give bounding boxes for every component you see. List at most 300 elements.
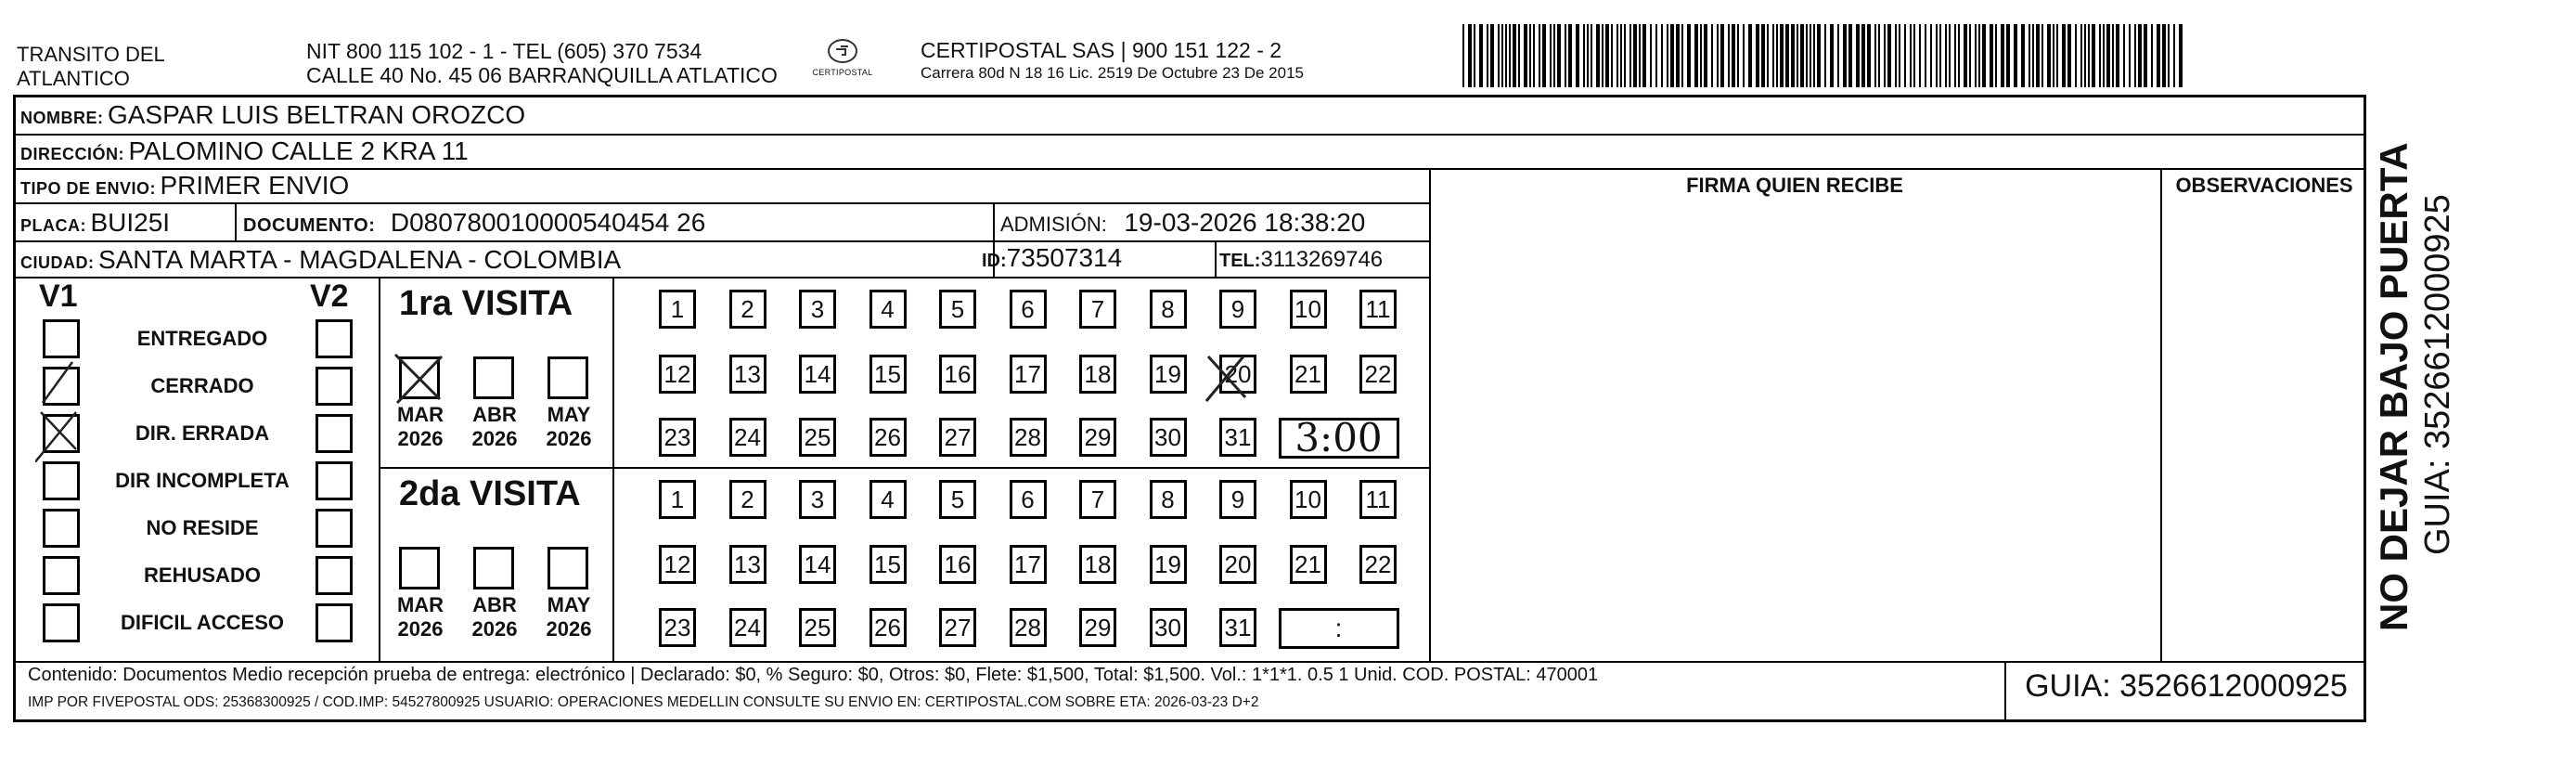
barcode-bar	[1557, 24, 1561, 87]
divider	[13, 240, 1429, 242]
visit-title: 2da VISITA	[399, 474, 581, 513]
day-box[interactable]: 18	[1079, 545, 1116, 584]
day-box[interactable]: 8	[1150, 480, 1187, 519]
barcode-bar	[1655, 24, 1657, 87]
status-option-label: DIFICIL ACCESO	[120, 611, 284, 634]
day-box[interactable]: 13	[729, 355, 766, 394]
barcode-bar	[1780, 24, 1784, 87]
month-label	[462, 593, 527, 641]
v2-checkbox[interactable]	[316, 367, 353, 406]
barcode-bar	[1720, 24, 1724, 87]
day-box[interactable]: 18	[1079, 355, 1116, 394]
barcode-bar	[1539, 24, 1540, 87]
v1-checkbox[interactable]	[43, 603, 80, 642]
documento-value: D080780010000540454 26	[390, 208, 706, 237]
barcode-bar	[2134, 24, 2136, 87]
barcode-bar	[1479, 24, 1483, 87]
company-info	[921, 37, 1304, 84]
v1-checkbox[interactable]	[43, 509, 80, 548]
logo-text: CERTIPOSTAL	[812, 68, 873, 77]
barcode-bar	[1565, 24, 1566, 87]
barcode-bar	[2179, 24, 2183, 87]
barcode-bar	[1509, 24, 1511, 87]
day-box[interactable]: 8	[1150, 290, 1187, 329]
day-box[interactable]: 9	[1219, 290, 1256, 329]
barcode-bar	[1843, 24, 1847, 87]
day-box[interactable]: 1	[659, 480, 696, 519]
divider-vertical	[2004, 661, 2006, 722]
day-box[interactable]: 19	[1150, 355, 1187, 394]
org-name	[17, 43, 165, 91]
id-label: ID:	[982, 251, 1007, 271]
barcode-bar	[1596, 24, 1600, 87]
day-box[interactable]: 19	[1150, 545, 1187, 584]
month-label	[462, 403, 527, 451]
barcode-bar	[1895, 24, 1897, 87]
divider-vertical	[379, 277, 380, 661]
observaciones-header: OBSERVACIONES	[2175, 174, 2353, 197]
documento-cell	[243, 208, 705, 238]
nombre-row	[20, 100, 525, 130]
month-name: MAR	[396, 593, 444, 616]
status-option-label: ENTREGADO	[136, 327, 268, 350]
barcode-bar	[2021, 24, 2025, 87]
day-box[interactable]: 20	[1219, 355, 1256, 394]
v2-checkbox[interactable]	[316, 603, 353, 642]
day-box[interactable]: 15	[869, 355, 907, 394]
barcode-bar	[2099, 24, 2101, 87]
barcode-bar	[2032, 24, 2034, 87]
barcode-bar	[1925, 24, 1926, 87]
barcode-bar	[1936, 24, 1938, 87]
barcode-bar	[1737, 24, 1739, 87]
barcode-bar	[2092, 24, 2095, 87]
barcode-bar	[2047, 24, 2051, 87]
ciudad-cell	[20, 245, 621, 275]
barcode-bar	[1975, 24, 1977, 87]
nombre-label: NOMBRE:	[20, 109, 104, 127]
day-box[interactable]: 11	[1359, 480, 1397, 519]
barcode-bar	[2162, 24, 2166, 87]
tel-cell	[1219, 247, 1383, 273]
barcode-bar	[2103, 24, 2105, 87]
day-box[interactable]: 14	[799, 545, 836, 584]
v2-label: V2	[310, 278, 349, 314]
day-box[interactable]: 2	[729, 290, 766, 329]
barcode-bar	[1667, 24, 1668, 87]
month-year: 2026	[546, 617, 592, 641]
barcode-bar	[2036, 24, 2040, 87]
divider-vertical	[2160, 168, 2162, 661]
barcode-bar	[1602, 24, 1604, 87]
barcode-bar	[1856, 24, 1860, 87]
month-checkbox[interactable]	[547, 547, 588, 589]
month-name: ABR	[472, 403, 517, 426]
barcode-bar	[1629, 24, 1631, 87]
day-box[interactable]: 17	[1010, 545, 1047, 584]
day-box[interactable]: 9	[1219, 480, 1256, 519]
barcode-bar	[1982, 24, 1986, 87]
barcode-bar	[1711, 24, 1713, 87]
divider	[379, 467, 1429, 469]
day-box[interactable]: 13	[729, 545, 766, 584]
barcode-bar	[1797, 24, 1798, 87]
day-box[interactable]: 26	[869, 608, 907, 647]
barcode-bar	[1670, 24, 1674, 87]
barcode-bar	[1761, 24, 1765, 87]
barcode-bar	[1694, 24, 1698, 87]
day-box[interactable]: 6	[1010, 480, 1047, 519]
barcode-bar	[1642, 24, 1646, 87]
barcode-bar	[1661, 24, 1663, 87]
month-year: 2026	[471, 617, 518, 641]
day-box[interactable]: 24	[729, 608, 766, 647]
day-box[interactable]: 25	[799, 418, 836, 457]
month-year: 2026	[471, 427, 518, 450]
barcode-bar	[1910, 24, 1912, 87]
barcode-bar	[1878, 24, 1880, 87]
barcode-bar	[2006, 24, 2010, 87]
ciudad-label: CIUDAD:	[20, 253, 95, 272]
barcode-bar	[1785, 24, 1789, 87]
barcode-bar	[1462, 24, 1464, 87]
month-checkbox[interactable]	[399, 547, 440, 589]
month-name: MAY	[547, 593, 591, 616]
barcode-bar	[1772, 24, 1774, 87]
day-box[interactable]: 27	[939, 608, 976, 647]
day-box[interactable]: 21	[1290, 355, 1327, 394]
barcode-bar	[1542, 24, 1546, 87]
day-box[interactable]: 3	[799, 290, 836, 329]
barcode-bar	[1817, 24, 1821, 87]
day-box[interactable]: 1	[659, 290, 696, 329]
certipostal-logo	[805, 37, 880, 77]
barcode-bar	[1904, 24, 1906, 87]
day-box[interactable]: 16	[939, 545, 976, 584]
barcode-bar	[2062, 24, 2066, 87]
barcode-bar	[2075, 24, 2077, 87]
barcode-bar	[1553, 24, 1555, 87]
day-box[interactable]: 5	[939, 290, 976, 329]
day-box[interactable]: 10	[1290, 480, 1327, 519]
placa-cell	[20, 208, 170, 238]
v1-checkbox[interactable]	[43, 461, 80, 500]
barcode-bar	[1529, 24, 1531, 87]
month-checkbox[interactable]	[473, 547, 514, 589]
barcode-bar	[1837, 24, 1839, 87]
status-option-label: DIR INCOMPLETA	[115, 469, 290, 492]
barcode-bar	[2144, 24, 2147, 87]
barcode-bar	[1616, 24, 1618, 87]
barcode-bar	[1700, 24, 1702, 87]
divider	[13, 661, 2366, 663]
contenido-line: Contenido: Documentos Medio recepción prueba de entrega: electrónico | Declarado: $0, % Seguro: $0, Otros: $0, Flete: $1,500, Total: $1,500. Vol.: 1*1*1. 0.5 1 Unid. COD. POSTAL: 470001	[28, 665, 1599, 685]
v2-checkbox[interactable]	[316, 509, 353, 548]
address-line: CALLE 40 No. 45 06 BARRANQUILLA ATLATICO	[306, 63, 778, 87]
v2-checkbox[interactable]	[316, 414, 353, 453]
barcode-bar	[2112, 24, 2114, 87]
barcode-bar	[1676, 24, 1680, 87]
barcode-bar	[1899, 24, 1900, 87]
barcode-bar	[1743, 24, 1745, 87]
barcode-bar	[2080, 24, 2082, 87]
barcode-bar	[1568, 24, 1572, 87]
barcode-bar	[1830, 24, 1834, 87]
tipo-envio-label: TIPO DE ENVIO:	[20, 179, 157, 198]
month-checkbox[interactable]	[399, 356, 440, 399]
barcode-bar	[1624, 24, 1626, 87]
day-box[interactable]: 22	[1359, 545, 1397, 584]
barcode-bar	[1717, 24, 1719, 87]
day-box[interactable]: 14	[799, 355, 836, 394]
status-option-label: DIR. ERRADA	[135, 421, 270, 445]
tel-label: TEL:	[1219, 251, 1261, 271]
month-checkbox[interactable]	[473, 356, 514, 399]
barcode-bar	[1487, 24, 1488, 87]
barcode-bar	[1605, 24, 1609, 87]
documento-label: DOCUMENTO:	[243, 215, 376, 236]
org-name-line1: TRANSITO DEL	[17, 43, 165, 66]
tipo-envio-value: PRIMER ENVIO	[160, 171, 350, 200]
day-box[interactable]: 28	[1010, 418, 1047, 457]
barcode-bar	[1524, 24, 1527, 87]
barcode-bar	[1518, 24, 1520, 87]
barcode-bar	[2001, 24, 2004, 87]
status-option-label: REHUSADO	[144, 563, 261, 587]
barcode-bar	[1756, 24, 1759, 87]
day-box[interactable]: 11	[1359, 290, 1397, 329]
day-box[interactable]: 7	[1079, 480, 1116, 519]
day-box[interactable]: 25	[799, 608, 836, 647]
month-label	[388, 403, 453, 451]
direccion-value: PALOMINO CALLE 2 KRA 11	[128, 136, 469, 165]
divider-vertical	[612, 277, 614, 661]
side-guia: GUIA: 3526612000925	[2418, 194, 2457, 555]
direccion-label: DIRECCIÓN:	[20, 145, 124, 163]
barcode-bar	[2106, 24, 2110, 87]
barcode-bar	[1728, 24, 1730, 87]
license-line: Carrera 80d N 18 16 Lic. 2519 De Octubre 23 De 2015	[921, 64, 1304, 82]
no-dejar-warning: NO DEJAR BAJO PUERTA	[2372, 142, 2415, 631]
day-box[interactable]: 12	[659, 545, 696, 584]
v1-label: V1	[39, 278, 78, 314]
barcode-bar	[1874, 24, 1876, 87]
barcode-bar	[1611, 24, 1613, 87]
barcode-bar	[1776, 24, 1778, 87]
barcode-bar	[1501, 24, 1503, 87]
day-box[interactable]: 31	[1219, 418, 1256, 457]
barcode-bar	[1474, 24, 1475, 87]
barcode-bar	[1767, 24, 1769, 87]
ciudad-value: SANTA MARTA - MAGDALENA - COLOMBIA	[97, 245, 622, 274]
barcode-bar	[1887, 24, 1891, 87]
barcode-bar	[1861, 24, 1865, 87]
month-label	[388, 593, 453, 641]
barcode-bar	[1813, 24, 1815, 87]
divider	[13, 202, 1429, 204]
nit-info	[306, 39, 778, 87]
barcode	[1462, 24, 2186, 89]
barcode-bar	[2067, 24, 2071, 87]
barcode-bar	[2041, 24, 2043, 87]
month-label	[536, 593, 601, 641]
time-box[interactable]: 3:00	[1279, 418, 1399, 459]
divider	[13, 277, 1429, 278]
status-option-label: CERRADO	[150, 374, 254, 397]
barcode-bar	[1800, 24, 1804, 87]
day-box[interactable]: 12	[659, 355, 696, 394]
barcode-bar	[1681, 24, 1683, 87]
day-box[interactable]: 4	[869, 290, 907, 329]
divider	[13, 168, 2366, 170]
id-value: 73507314	[1006, 243, 1123, 272]
day-box[interactable]: 6	[1010, 290, 1047, 329]
month-year: 2026	[397, 427, 444, 450]
barcode-bar	[2173, 24, 2175, 87]
barcode-bar	[1884, 24, 1886, 87]
admision-cell	[1000, 208, 1365, 238]
barcode-bar	[1939, 24, 1941, 87]
month-year: 2026	[397, 617, 444, 641]
barcode-bar	[2053, 24, 2054, 87]
v2-checkbox[interactable]	[316, 319, 353, 358]
certipostal-logo-icon	[822, 37, 863, 65]
barcode-bar	[2168, 24, 2170, 87]
barcode-bar	[1505, 24, 1507, 87]
barcode-bar	[1732, 24, 1735, 87]
company-line: CERTIPOSTAL SAS | 900 151 122 - 2	[921, 38, 1282, 62]
barcode-bar	[1949, 24, 1951, 87]
day-box[interactable]: 20	[1219, 545, 1256, 584]
barcode-bar	[2088, 24, 2090, 87]
visit-title: 1ra VISITA	[399, 284, 573, 323]
day-box[interactable]: 23	[659, 608, 696, 647]
v1-checkbox[interactable]	[43, 367, 80, 406]
placa-label: PLACA:	[20, 216, 86, 235]
v1-checkbox[interactable]	[43, 414, 80, 453]
barcode-bar	[1978, 24, 1980, 87]
month-label	[536, 403, 601, 451]
day-box[interactable]: 17	[1010, 355, 1047, 394]
divider-vertical	[1429, 168, 1431, 661]
day-box[interactable]: 31	[1219, 608, 1256, 647]
day-box[interactable]: 29	[1079, 608, 1116, 647]
day-box[interactable]: 26	[869, 418, 907, 457]
barcode-bar	[1620, 24, 1622, 87]
barcode-bar	[1639, 24, 1641, 87]
divider-vertical	[235, 202, 237, 240]
barcode-bar	[2123, 24, 2125, 87]
day-box[interactable]: 29	[1079, 418, 1116, 457]
status-option-label: NO RESIDE	[146, 516, 259, 539]
month-name: MAY	[547, 403, 591, 426]
placa-value: BUI25I	[90, 208, 171, 237]
org-name-line2: ATLANTICO	[17, 67, 130, 90]
barcode-bar	[2157, 24, 2160, 87]
barcode-bar	[1930, 24, 1932, 87]
barcode-bar	[1806, 24, 1808, 87]
barcode-bar	[1824, 24, 1826, 87]
divider	[13, 134, 2366, 136]
barcode-bar	[1533, 24, 1535, 87]
admision-label: ADMISIÓN:	[1000, 213, 1107, 236]
v1-checkbox[interactable]	[43, 319, 80, 358]
barcode-bar	[2084, 24, 2086, 87]
nit-line: NIT 800 115 102 - 1 - TEL (605) 370 7534	[306, 39, 702, 63]
day-box[interactable]: 5	[939, 480, 976, 519]
day-box[interactable]: 24	[729, 418, 766, 457]
barcode-bar	[1587, 24, 1589, 87]
tel-value: 3113269746	[1260, 247, 1384, 272]
barcode-bar	[1550, 24, 1552, 87]
v2-checkbox[interactable]	[316, 461, 353, 500]
day-box[interactable]: 23	[659, 418, 696, 457]
day-box[interactable]: 16	[939, 355, 976, 394]
nombre-value: GASPAR LUIS BELTRAN OROZCO	[107, 100, 526, 129]
divider-vertical	[1215, 240, 1217, 277]
barcode-bar	[1513, 24, 1516, 87]
barcode-bar	[1498, 24, 1500, 87]
guia-box: GUIA: 3526612000925	[2025, 668, 2348, 704]
barcode-bar	[1791, 24, 1795, 87]
day-box[interactable]: 30	[1150, 608, 1187, 647]
day-box[interactable]: 22	[1359, 355, 1397, 394]
barcode-bar	[1583, 24, 1585, 87]
v2-checkbox[interactable]	[316, 556, 353, 595]
day-box[interactable]: 3	[799, 480, 836, 519]
barcode-bar	[2056, 24, 2058, 87]
barcode-bar	[1591, 24, 1592, 87]
firma-header: FIRMA QUIEN RECIBE	[1686, 174, 1903, 197]
day-box[interactable]: 10	[1290, 290, 1327, 329]
barcode-bar	[1969, 24, 1971, 87]
barcode-bar	[1919, 24, 1921, 87]
tipo-envio-row	[20, 171, 349, 201]
barcode-bar	[2129, 24, 2131, 87]
barcode-bar	[2151, 24, 2153, 87]
month-year: 2026	[546, 427, 592, 450]
barcode-bar	[1704, 24, 1707, 87]
day-box[interactable]: 4	[869, 480, 907, 519]
barcode-bar	[1748, 24, 1752, 87]
barcode-bar	[1687, 24, 1691, 87]
barcode-bar	[1958, 24, 1960, 87]
barcode-bar	[1576, 24, 1579, 87]
barcode-bar	[1990, 24, 1993, 87]
barcode-bar	[2029, 24, 2030, 87]
day-box[interactable]: 30	[1150, 418, 1187, 457]
barcode-bar	[1913, 24, 1915, 87]
direccion-row	[20, 136, 469, 166]
day-box[interactable]: 27	[939, 418, 976, 457]
barcode-bar	[1848, 24, 1852, 87]
day-box[interactable]: 7	[1079, 290, 1116, 329]
time-box[interactable]: :	[1279, 608, 1399, 649]
barcode-bar	[1995, 24, 1997, 87]
day-box[interactable]: 21	[1290, 545, 1327, 584]
day-box[interactable]: 15	[869, 545, 907, 584]
barcode-bar	[2014, 24, 2017, 87]
barcode-bar	[1964, 24, 1967, 87]
v1-checkbox[interactable]	[43, 556, 80, 595]
day-box[interactable]: 2	[729, 480, 766, 519]
month-checkbox[interactable]	[547, 356, 588, 399]
barcode-bar	[2138, 24, 2142, 87]
barcode-bar	[1490, 24, 1494, 87]
barcode-bar	[1468, 24, 1472, 87]
month-name: ABR	[472, 593, 517, 616]
day-box[interactable]: 28	[1010, 608, 1047, 647]
